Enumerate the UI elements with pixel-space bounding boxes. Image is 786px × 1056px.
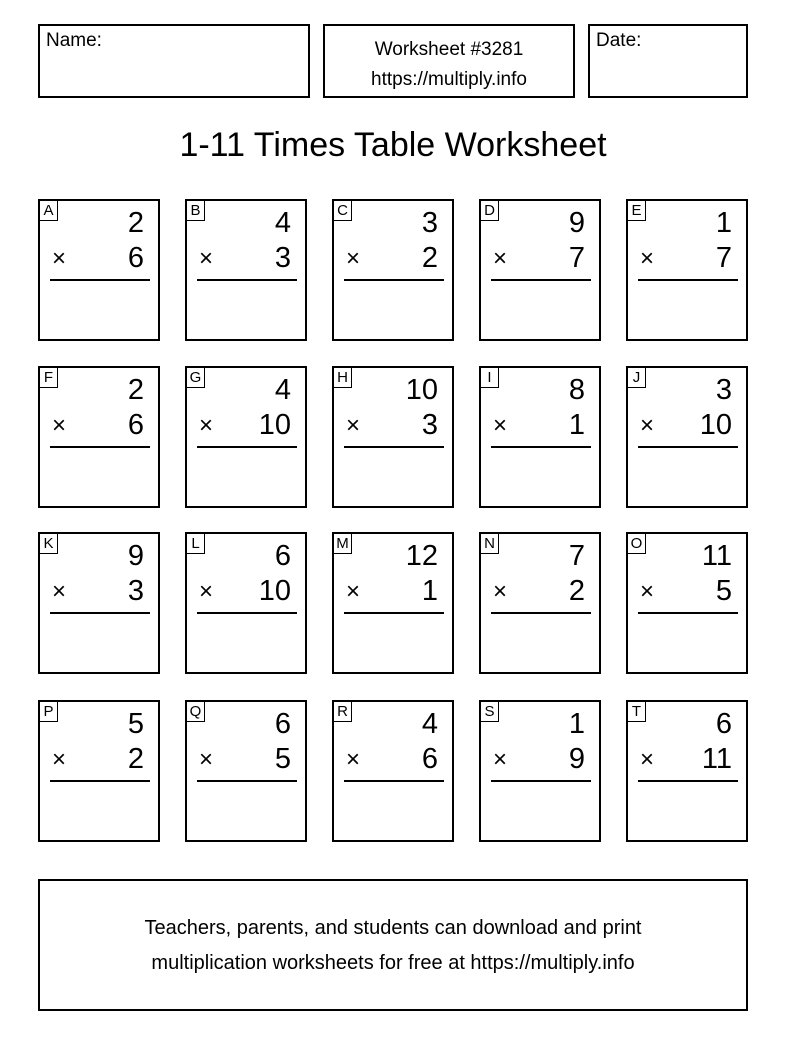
multiplicand: 1 — [568, 708, 585, 740]
problem-letter: H — [334, 368, 352, 388]
multiplicand: 10 — [405, 374, 438, 406]
footer-line-2: multiplication worksheets for free at https://multiply.info — [151, 952, 635, 974]
times-sign: × — [640, 746, 655, 773]
problem-card[interactable] — [626, 199, 748, 341]
problem-card[interactable] — [332, 199, 454, 341]
date-field-box[interactable] — [588, 24, 748, 98]
problem-card[interactable] — [332, 366, 454, 508]
answer-line — [638, 446, 738, 448]
times-sign: × — [52, 746, 67, 773]
multiplier: 1 — [568, 409, 585, 441]
problem-letter: P — [40, 702, 58, 722]
multiplicand: 9 — [568, 207, 585, 239]
name-field-box[interactable] — [38, 24, 310, 98]
multiplicand: 12 — [405, 540, 438, 572]
problem-letter: J — [628, 368, 646, 388]
problem-card[interactable] — [626, 700, 748, 842]
problem-card[interactable] — [38, 366, 160, 508]
multiplier: 3 — [274, 242, 291, 274]
problem-letter: C — [334, 201, 352, 221]
answer-line — [197, 279, 297, 281]
answer-line — [50, 446, 150, 448]
multiplicand: 4 — [274, 374, 291, 406]
times-sign: × — [346, 245, 361, 272]
times-sign: × — [640, 412, 655, 439]
multiplicand: 3 — [421, 207, 438, 239]
multiplicand: 6 — [715, 708, 732, 740]
answer-line — [344, 446, 444, 448]
multiplier: 5 — [274, 743, 291, 775]
problem-card[interactable] — [38, 700, 160, 842]
multiplier: 2 — [568, 575, 585, 607]
multiplicand: 4 — [421, 708, 438, 740]
problem-card[interactable] — [332, 532, 454, 674]
multiplicand: 1 — [715, 207, 732, 239]
times-sign: × — [493, 746, 508, 773]
times-sign: × — [52, 578, 67, 605]
problem-card[interactable] — [185, 366, 307, 508]
multiplicand: 9 — [127, 540, 144, 572]
multiplier: 6 — [421, 743, 438, 775]
problem-card[interactable] — [479, 366, 601, 508]
answer-line — [197, 612, 297, 614]
problem-card[interactable] — [185, 700, 307, 842]
times-sign: × — [640, 578, 655, 605]
times-sign: × — [346, 746, 361, 773]
times-sign: × — [640, 245, 655, 272]
date-label: Date: — [596, 30, 642, 51]
problem-card[interactable] — [479, 700, 601, 842]
problem-card[interactable] — [185, 532, 307, 674]
problem-letter: F — [40, 368, 58, 388]
times-sign: × — [199, 245, 214, 272]
multiplier: 3 — [127, 575, 144, 607]
multiplier: 6 — [127, 409, 144, 441]
multiplicand: 8 — [568, 374, 585, 406]
worksheet-info-box — [323, 24, 575, 98]
answer-line — [197, 446, 297, 448]
times-sign: × — [52, 245, 67, 272]
problem-card[interactable] — [185, 199, 307, 341]
footer-box — [38, 879, 748, 1011]
multiplier: 6 — [127, 242, 144, 274]
multiplicand: 11 — [701, 540, 732, 572]
answer-line — [50, 612, 150, 614]
page-title: 1-11 Times Table Worksheet — [179, 126, 607, 164]
multiplier: 10 — [258, 575, 291, 607]
answer-line — [344, 780, 444, 782]
problem-card[interactable] — [479, 199, 601, 341]
answer-line — [491, 279, 591, 281]
problem-card[interactable] — [38, 532, 160, 674]
footer-line-1: Teachers, parents, and students can download and print — [144, 917, 642, 939]
problem-card[interactable] — [38, 199, 160, 341]
problem-letter: N — [481, 534, 499, 554]
multiplicand: 6 — [274, 708, 291, 740]
answer-line — [638, 780, 738, 782]
answer-line — [491, 612, 591, 614]
times-sign: × — [199, 412, 214, 439]
problem-letter: I — [481, 368, 499, 388]
problem-letter: E — [628, 201, 646, 221]
problem-letter: K — [40, 534, 58, 554]
multiplier: 9 — [568, 743, 585, 775]
problem-card[interactable] — [332, 700, 454, 842]
multiplicand: 7 — [568, 540, 585, 572]
times-sign: × — [346, 412, 361, 439]
problem-letter: A — [40, 201, 58, 221]
times-sign: × — [199, 746, 214, 773]
problem-letter: O — [628, 534, 646, 554]
answer-line — [344, 612, 444, 614]
times-sign: × — [493, 578, 508, 605]
answer-line — [638, 612, 738, 614]
multiplier: 2 — [421, 242, 438, 274]
problem-letter: L — [187, 534, 205, 554]
times-sign: × — [199, 578, 214, 605]
times-sign: × — [346, 578, 361, 605]
problem-card[interactable] — [626, 366, 748, 508]
problem-letter: R — [334, 702, 352, 722]
multiplier: 5 — [715, 575, 732, 607]
multiplicand: 2 — [127, 207, 144, 239]
problem-letter: G — [187, 368, 205, 388]
multiplier: 1 — [421, 575, 438, 607]
problem-letter: M — [334, 534, 352, 554]
multiplicand: 3 — [715, 374, 732, 406]
answer-line — [638, 279, 738, 281]
answer-line — [491, 780, 591, 782]
multiplicand: 4 — [274, 207, 291, 239]
problem-letter: T — [628, 702, 646, 722]
multiplier: 7 — [568, 242, 585, 274]
problem-letter: S — [481, 702, 499, 722]
answer-line — [50, 279, 150, 281]
multiplicand: 5 — [127, 708, 144, 740]
times-sign: × — [493, 245, 508, 272]
multiplier: 7 — [715, 242, 732, 274]
worksheet-url: https://multiply.info — [371, 69, 527, 90]
answer-line — [344, 279, 444, 281]
multiplier: 10 — [258, 409, 291, 441]
multiplier: 11 — [701, 743, 732, 775]
multiplicand: 6 — [274, 540, 291, 572]
problem-letter: B — [187, 201, 205, 221]
answer-line — [50, 780, 150, 782]
problem-letter: D — [481, 201, 499, 221]
problem-letter: Q — [187, 702, 205, 722]
multiplier: 10 — [699, 409, 732, 441]
problem-card[interactable] — [626, 532, 748, 674]
multiplier: 2 — [127, 743, 144, 775]
answer-line — [197, 780, 297, 782]
times-sign: × — [493, 412, 508, 439]
worksheet-number: Worksheet #3281 — [374, 39, 524, 60]
name-label: Name: — [46, 30, 102, 51]
multiplier: 3 — [421, 409, 438, 441]
times-sign: × — [52, 412, 67, 439]
multiplicand: 2 — [127, 374, 144, 406]
answer-line — [491, 446, 591, 448]
problem-card[interactable] — [479, 532, 601, 674]
